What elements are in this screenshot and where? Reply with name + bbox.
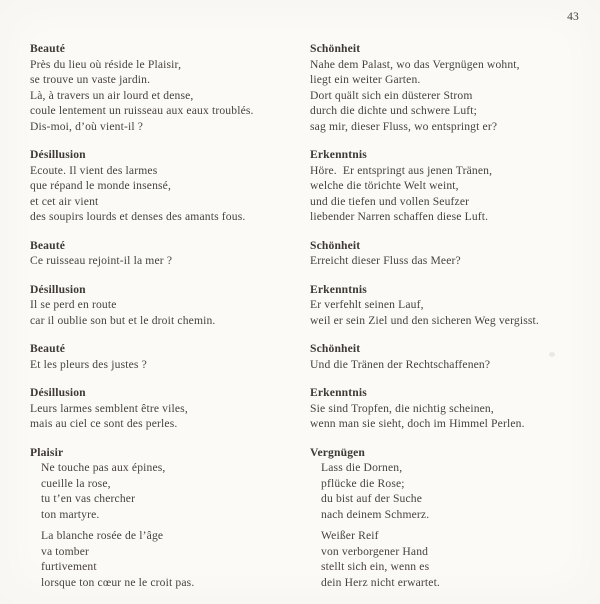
speaker-heading: Beauté — [30, 342, 66, 355]
verse-line: que répand le monde insensé, — [30, 179, 172, 192]
speaker-heading: Schönheit — [310, 342, 361, 355]
verse-line: Ne touche pas aux épines, — [41, 461, 166, 474]
verse-line: des soupirs lourds et denses des amants fous. — [30, 210, 246, 223]
stanza — [310, 357, 572, 373]
speaker-heading: Vergnügen — [310, 445, 366, 459]
verse-line: Dis-moi, d’où vient-il ? — [30, 119, 144, 133]
verse-line: dein Herz nicht erwartet. — [321, 575, 440, 589]
verse-line: liebender Narren schaffen diese Luft. — [310, 210, 489, 223]
speaker-heading: Désillusion — [30, 386, 86, 399]
two-column-layout — [30, 41, 572, 603]
verse-line: Lass die Dornen, — [321, 461, 403, 474]
scan-speck — [549, 352, 555, 357]
page-number: 43 — [567, 11, 579, 23]
verse-line: Ce ruisseau rejoint-il la mer ? — [30, 254, 173, 267]
verse-line: et cet air vient — [30, 194, 99, 208]
verse-line: Er verfehlt seinen Lauf, — [310, 298, 424, 311]
verse-line: coule lentement un ruisseau aux eaux troublés. — [30, 104, 254, 117]
stanza — [310, 460, 572, 522]
speaker-heading: Beauté — [30, 238, 66, 252]
verse-line: sag mir, dieser Fluss, wo entspringt er? — [310, 119, 498, 133]
verse-line: cueille la rose, — [41, 476, 111, 490]
verse-line: ton martyre. — [41, 507, 100, 521]
verse-line: tu t’en vas chercher — [41, 492, 136, 505]
verse-line: car il oublie son but et le droit chemin. — [30, 313, 216, 327]
speaker-heading: Désillusion — [30, 282, 86, 296]
verse-line: furtivement — [41, 560, 97, 573]
verse-line: wenn man sie sieht, doch im Himmel Perlen. — [310, 417, 525, 430]
stanza — [310, 297, 572, 328]
verse-line: Près du lieu où réside le Plaisir, — [30, 57, 182, 71]
libretto-section — [30, 445, 310, 591]
stanza — [310, 57, 572, 135]
speaker-heading: Désillusion — [30, 148, 86, 161]
verse-line: va tomber — [41, 544, 90, 558]
libretto-section — [30, 282, 310, 329]
speaker-heading: Schönheit — [310, 42, 361, 55]
libretto-section — [30, 238, 310, 269]
verse-line: Und die Tränen der Rechtschaffenen? — [310, 357, 491, 371]
speaker-heading: Erkenntnis — [310, 386, 367, 399]
verse-line: La blanche rosée de l’âge — [41, 529, 164, 542]
verse-line: mais au ciel ce sont des perles. — [30, 417, 178, 430]
speaker-heading: Beauté — [30, 42, 66, 55]
stanza — [310, 163, 572, 225]
stanza — [30, 357, 310, 373]
stanza — [30, 401, 310, 432]
speaker-heading: Erkenntnis — [310, 282, 367, 296]
verse-line: Là, à travers un air lourd et dense, — [30, 88, 194, 102]
verse-line: Weißer Reif — [321, 529, 379, 542]
libretto-section — [30, 147, 310, 225]
verse-line: Sie sind Tropfen, die nichtig scheinen, — [310, 401, 494, 415]
column-french — [30, 41, 310, 603]
libretto-section — [30, 41, 310, 134]
verse-line: stellt sich ein, wenn es — [321, 560, 430, 573]
verse-line: durch die dichte und schwere Luft; — [310, 104, 478, 117]
libretto-section — [310, 385, 572, 432]
verse-line: Dort quält sich ein düsterer Strom — [310, 88, 473, 102]
verse-line: lorsque ton cœur ne le croit pas. — [41, 575, 195, 589]
libretto-section — [310, 445, 572, 591]
libretto-section — [310, 341, 572, 372]
verse-line: Höre. Er entspringt aus jenen Tränen, — [310, 163, 493, 177]
verse-line: und die tiefen und vollen Seufzer — [310, 194, 470, 208]
libretto-section — [310, 238, 572, 269]
libretto-section — [310, 282, 572, 329]
stanza — [310, 401, 572, 432]
verse-line: Nahe dem Palast, wo das Vergnügen wohnt, — [310, 57, 520, 71]
speaker-heading: Schönheit — [310, 238, 361, 252]
verse-line: von verborgener Hand — [321, 544, 429, 558]
verse-line: se trouve un vaste jardin. — [30, 73, 151, 86]
stanza — [30, 163, 310, 225]
verse-line: Et les pleurs des justes ? — [30, 357, 147, 371]
stanza — [310, 528, 572, 590]
verse-line: Il se perd en route — [30, 298, 117, 311]
verse-line: du bist auf der Suche — [321, 492, 423, 505]
speaker-heading: Erkenntnis — [310, 148, 367, 161]
stanza — [30, 253, 310, 269]
stanza — [310, 253, 572, 269]
stanza — [30, 57, 310, 135]
stanza — [30, 460, 310, 522]
column-german — [310, 41, 572, 603]
stanza — [30, 528, 310, 590]
libretto-section — [30, 341, 310, 372]
verse-line: pflücke die Rose; — [321, 476, 405, 490]
verse-line: welche die törichte Welt weint, — [310, 179, 459, 192]
verse-line: Ecoute. Il vient des larmes — [30, 163, 158, 177]
libretto-section — [310, 147, 572, 225]
verse-line: Erreicht dieser Fluss das Meer? — [310, 254, 461, 267]
verse-line: nach deinem Schmerz. — [321, 507, 430, 521]
stanza — [30, 297, 310, 328]
verse-line: liegt ein weiter Garten. — [310, 73, 421, 86]
speaker-heading: Plaisir — [30, 445, 64, 459]
libretto-section — [310, 41, 572, 134]
libretto-section — [30, 385, 310, 432]
verse-line: weil er sein Ziel und den sicheren Weg vergisst. — [310, 313, 539, 327]
verse-line: Leurs larmes semblent être viles, — [30, 401, 188, 415]
